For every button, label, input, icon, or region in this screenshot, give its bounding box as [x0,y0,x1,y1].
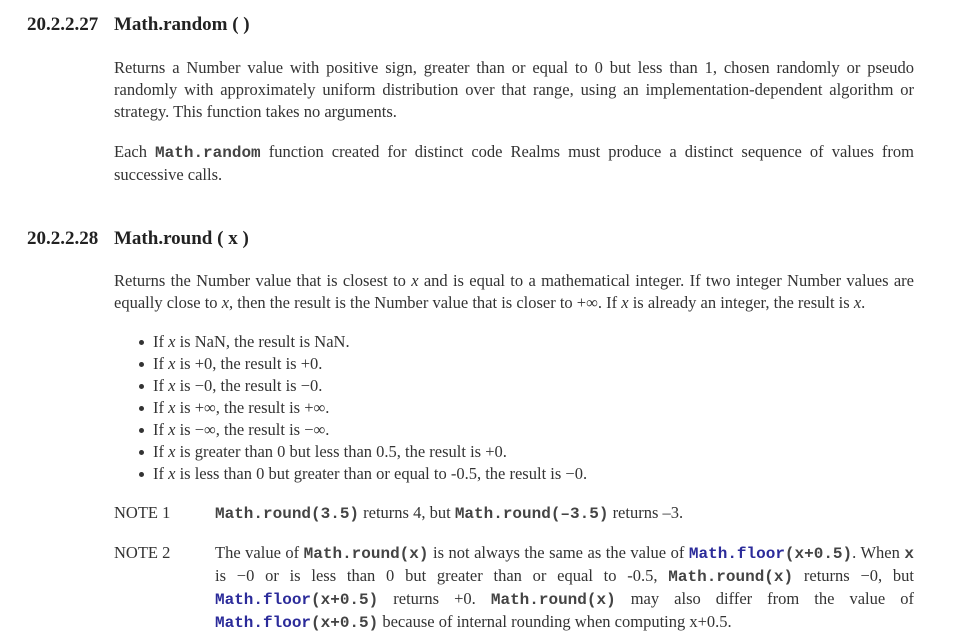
variable: x [168,420,176,439]
text: If [153,354,169,373]
code: (x+0.5) [784,545,853,563]
paragraph [114,270,914,314]
text: is NaN, the result is NaN. [175,332,350,351]
note-2 [114,542,914,634]
section-title: Math.round ( x ) [114,228,249,249]
code: Math.round(x) [668,568,794,586]
list-item [139,397,587,419]
code: Math.round(–3.5) [454,505,609,523]
text: is already an integer, the result is [628,293,854,312]
text: returns +0. [378,589,491,608]
section-title: Math.random ( ) [114,14,250,35]
text: is −∞, the result is −∞. [175,420,330,439]
text: is −0, the result is −0. [175,376,323,395]
text: If [153,332,169,351]
text: is less than 0 but greater than or equal to -0.5, the result is −0. [175,464,588,483]
note-label: NOTE 1 [114,503,171,522]
text: Each [114,142,156,161]
code: (x+0.5) [311,614,379,632]
code: Math.round(3.5) [215,505,360,523]
code: x [904,545,914,563]
section-heading [27,14,250,36]
variable: x [168,464,176,483]
section-number: 20.2.2.27 [27,14,99,35]
text: returns –3. [608,503,684,522]
list-item [139,441,587,463]
list-item [139,463,587,485]
text: If [153,464,169,483]
text: If [153,442,169,461]
text: If [153,420,169,439]
text: is greater than 0 but less than 0.5, the result is +0. [175,442,507,461]
note-1 [114,502,914,525]
text: is not always the same as the value of [428,543,689,562]
text: because of internal rounding when computing x+0.5. [378,612,732,631]
text: is +0, the result is +0. [175,354,323,373]
variable: x [168,332,176,351]
note-body [215,502,914,525]
text: The value of [215,543,304,562]
text: , then the result is the Number value that is closer to +∞. If [229,293,622,312]
math-floor-link[interactable]: Math.floor [215,591,312,609]
section-heading [27,228,249,250]
variable: x [168,354,176,373]
note-body [215,542,914,634]
text: function created for distinct code Realms must produce a distinct sequence of values from successive calls. [114,142,914,184]
list-item [139,353,587,375]
text: is +∞, the result is +∞. [175,398,330,417]
text: Returns the Number value that is closest to [114,271,412,290]
variable: x [621,293,629,312]
variable: x [168,442,176,461]
variable: x [221,293,230,312]
text: If [153,376,169,395]
text: If [153,398,169,417]
note-label: NOTE 2 [114,543,171,562]
text: may also differ from the value of [615,589,914,608]
list-item [139,375,587,397]
variable: x [853,293,862,312]
text: . When [852,543,905,562]
variable: x [411,271,419,290]
math-floor-link[interactable]: Math.floor [688,545,785,563]
text: returns −0, but [793,566,914,585]
math-floor-link[interactable]: Math.floor [215,614,312,632]
code: Math.round(x) [303,545,429,563]
text: . [861,293,866,312]
code: Math.round(x) [490,591,616,609]
code: Math.random [155,144,261,162]
list-item [139,331,587,353]
text: and is equal to a mathematical integer. If two integer Number values are equally close to [114,271,914,312]
variable: x [168,376,176,395]
result-list [139,331,587,485]
paragraph [114,57,914,123]
text: Returns a Number value with positive sign, greater than or equal to 0 but less than 1, chosen randomly or pseudo randomly with approximately uniform distribution over that range, using an implementation-dependent algorithm or strategy. This function takes no arguments. [114,58,914,121]
paragraph [114,141,914,186]
variable: x [168,398,176,417]
code: (x+0.5) [311,591,379,609]
list-item [139,419,587,441]
section-number: 20.2.2.28 [27,228,99,249]
text: is −0 or is less than 0 but greater than or equal to -0.5, [215,566,669,585]
text: returns 4, but [359,503,455,522]
